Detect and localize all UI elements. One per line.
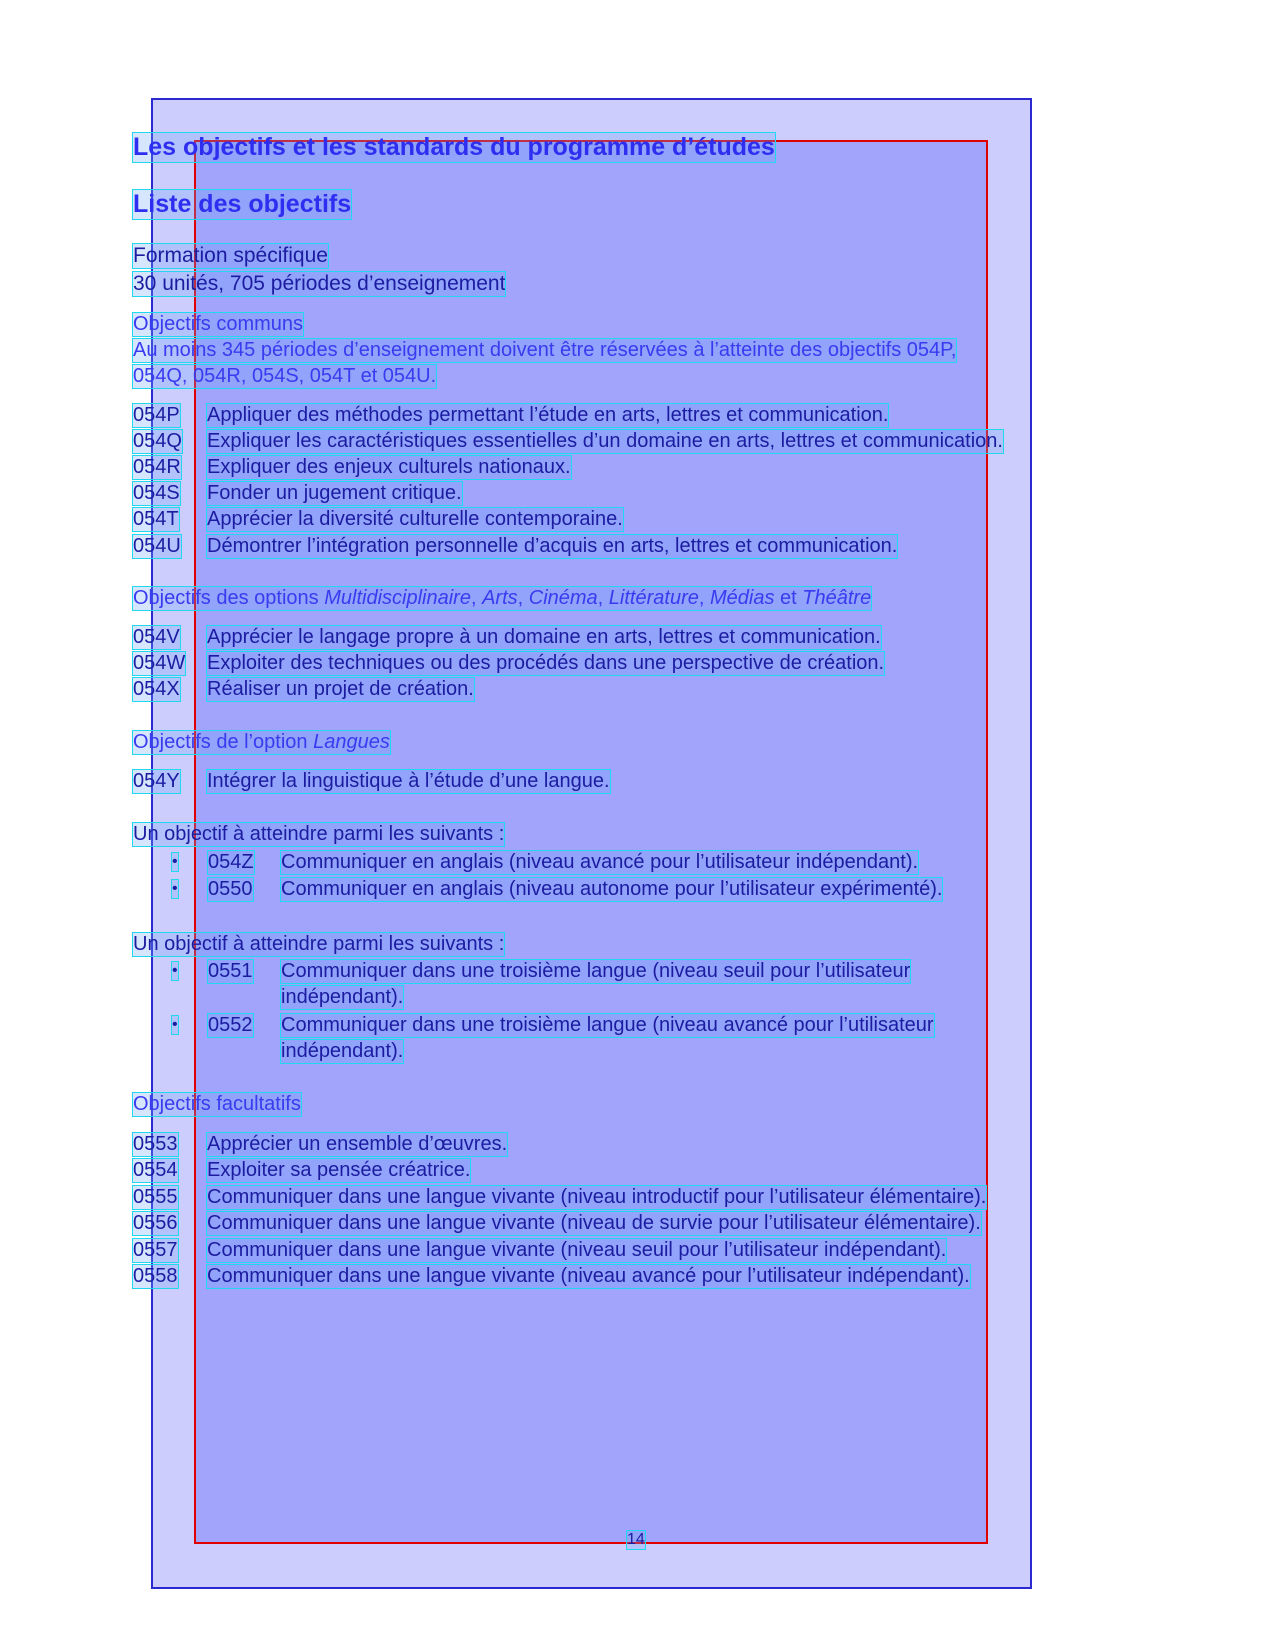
objective-code: 054Z bbox=[208, 851, 254, 873]
options-separator: , bbox=[470, 587, 483, 609]
objective-label: Communiquer en anglais (niveau autonome pour l’utilisateur expérimenté). bbox=[281, 878, 943, 900]
objective-label: Fonder un jugement critique. bbox=[207, 482, 462, 504]
objective-code: 054U bbox=[133, 535, 181, 557]
bullet: • bbox=[172, 962, 178, 979]
bullet: • bbox=[172, 880, 178, 897]
communs-title: Objectifs communs bbox=[133, 313, 304, 335]
option-theatre: Théâtre bbox=[802, 587, 872, 609]
group-intro: Un objectif à atteindre parmi les suivants : bbox=[133, 823, 505, 845]
communs-note-line2: 054Q, 054R, 054S, 054T et 054U. bbox=[133, 365, 437, 387]
page-number: 14 bbox=[627, 1531, 645, 1548]
group-intro: Un objectif à atteindre parmi les suivants : bbox=[133, 933, 505, 955]
langues-title-prefix: Objectifs de l’option bbox=[133, 731, 314, 753]
option-arts: Arts bbox=[482, 587, 518, 609]
communs-note-line1: Au moins 345 périodes d’enseignement doivent être réservées à l’atteinte des objectifs 054P, bbox=[133, 339, 957, 361]
option-cinema: Cinéma bbox=[528, 587, 598, 609]
objective-code: 0551 bbox=[208, 960, 253, 982]
objective-label: Apprécier la diversité culturelle contemporaine. bbox=[207, 508, 623, 530]
facultatifs-title: Objectifs facultatifs bbox=[133, 1093, 301, 1115]
options-separator: , bbox=[597, 587, 609, 609]
options-separator: , bbox=[698, 587, 710, 609]
objective-label-line1: Communiquer dans une troisième langue (niveau avancé pour l’utilisateur bbox=[281, 1014, 934, 1036]
objective-label: Communiquer dans une langue vivante (niveau seuil pour l’utilisateur indépendant). bbox=[207, 1239, 947, 1261]
objective-label: Expliquer des enjeux culturels nationaux. bbox=[207, 456, 571, 478]
objective-code: 054R bbox=[133, 456, 181, 478]
formation-units: 30 unités, 705 périodes d’enseignement bbox=[133, 272, 506, 295]
objective-code: 0556 bbox=[133, 1212, 178, 1234]
option-medias: Médias bbox=[709, 587, 775, 609]
objective-label: Intégrer la linguistique à l’étude d’une langue. bbox=[207, 770, 610, 792]
objective-code: 054P bbox=[133, 404, 180, 426]
objective-code: 054X bbox=[133, 678, 180, 700]
option-langues: Langues bbox=[313, 731, 390, 753]
objective-label-line1: Communiquer dans une troisième langue (niveau seuil pour l’utilisateur bbox=[281, 960, 911, 982]
objective-code: 0553 bbox=[133, 1133, 178, 1155]
objective-label: Apprécier un ensemble d’œuvres. bbox=[207, 1133, 508, 1155]
options-title-prefix: Objectifs des options bbox=[133, 587, 325, 609]
objective-label: Exploiter sa pensée créatrice. bbox=[207, 1159, 471, 1181]
objective-label: Communiquer dans une langue vivante (niveau introductif pour l’utilisateur élémentaire). bbox=[207, 1186, 987, 1208]
list-heading: Liste des objectifs bbox=[133, 190, 352, 218]
formation-title: Formation spécifique bbox=[133, 244, 328, 267]
objective-label: Réaliser un projet de création. bbox=[207, 678, 474, 700]
objective-code: 0550 bbox=[208, 878, 253, 900]
objective-label: Démontrer l’intégration personnelle d’acquis en arts, lettres et communication. bbox=[207, 535, 898, 557]
option-litterature: Littérature bbox=[608, 587, 699, 609]
objective-label: Exploiter des techniques ou des procédés dans une perspective de création. bbox=[207, 652, 885, 674]
objective-code: 0552 bbox=[208, 1014, 253, 1036]
objective-code: 0555 bbox=[133, 1186, 178, 1208]
objective-label: Communiquer dans une langue vivante (niveau de survie pour l’utilisateur élémentaire). bbox=[207, 1212, 981, 1234]
objective-code: 054T bbox=[133, 508, 179, 530]
objective-code: 054W bbox=[133, 652, 186, 674]
objective-label: Appliquer des méthodes permettant l’étude en arts, lettres et communication. bbox=[207, 404, 889, 426]
page-title: Les objectifs et les standards du programme d’études bbox=[133, 133, 775, 161]
objective-label: Communiquer en anglais (niveau avancé pour l’utilisateur indépendant). bbox=[281, 851, 919, 873]
bullet: • bbox=[172, 1016, 178, 1033]
langues-title bbox=[133, 731, 390, 754]
objective-label-line2: indépendant). bbox=[281, 986, 404, 1008]
objective-code: 054Q bbox=[133, 430, 182, 452]
options-separator: et bbox=[774, 587, 803, 609]
objective-label-line2: indépendant). bbox=[281, 1040, 404, 1062]
objective-label: Expliquer les caractéristiques essentielles d’un domaine en arts, lettres et communication. bbox=[207, 430, 1003, 452]
options-separator: , bbox=[517, 587, 529, 609]
objective-code: 0557 bbox=[133, 1239, 178, 1261]
bullet: • bbox=[172, 853, 178, 870]
objective-code: 054V bbox=[133, 626, 180, 648]
objective-code: 0554 bbox=[133, 1159, 178, 1181]
objective-code: 054S bbox=[133, 482, 180, 504]
objective-code: 054Y bbox=[133, 770, 180, 792]
objective-label: Communiquer dans une langue vivante (niveau avancé pour l’utilisateur indépendant). bbox=[207, 1265, 970, 1287]
objective-label: Apprécier le langage propre à un domaine en arts, lettres et communication. bbox=[207, 626, 881, 648]
option-multidisciplinaire: Multidisciplinaire bbox=[324, 587, 471, 609]
objective-code: 0558 bbox=[133, 1265, 178, 1287]
options-title bbox=[133, 587, 871, 610]
